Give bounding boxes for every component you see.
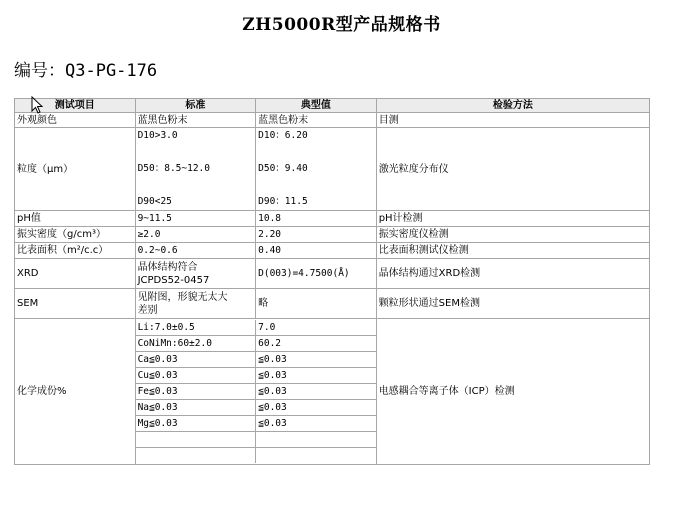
cell-typical: 略 <box>256 289 377 319</box>
chem-standard-cell: Mg≦0.03 <box>136 416 256 432</box>
standard-d50: D50：8.5~12.0 <box>137 163 210 174</box>
chem-row <box>136 320 376 336</box>
cell-method: 颗粒形状通过SEM检测 <box>376 289 649 319</box>
cell-item: 外观颜色 <box>15 113 136 128</box>
table-row-xrd <box>15 259 650 289</box>
table-header-row <box>15 99 650 113</box>
document-number-label: 编号： <box>14 61 65 81</box>
chem-row <box>136 448 376 464</box>
table-row-sem <box>15 289 650 319</box>
chem-values-table <box>136 320 376 463</box>
cell-standard: 0.2~0.6 <box>135 243 256 259</box>
chem-row <box>136 336 376 352</box>
chem-standard-cell: Li:7.0±0.5 <box>136 320 256 336</box>
table-row-tap-density <box>15 227 650 243</box>
document-number-value: Q3-PG-176 <box>65 61 158 81</box>
cell-typical: 10.8 <box>256 211 377 227</box>
standard-d90: D90<25 <box>137 196 172 207</box>
sem-standard-line-2: 差别 <box>137 304 158 316</box>
cell-method: 电感耦合等离子体（ICP）检测 <box>376 319 649 465</box>
mouse-pointer-icon <box>31 96 45 114</box>
chem-standard-cell: Fe≦0.03 <box>136 384 256 400</box>
header-method: 检验方法 <box>376 99 649 113</box>
xrd-standard-line-2: JCPDS52-0457 <box>137 274 210 286</box>
cell-method: 晶体结构通过XRD检测 <box>376 259 649 289</box>
cell-standard <box>135 289 256 319</box>
typical-d90: D90：11.5 <box>258 196 308 207</box>
cell-item: 化学成份% <box>15 319 136 465</box>
chem-row <box>136 400 376 416</box>
table-row-appearance <box>15 113 650 128</box>
table-row-surface-area <box>15 243 650 259</box>
cell-method: 比表面积测试仪检测 <box>376 243 649 259</box>
typical-d10: D10：6.20 <box>258 130 308 141</box>
table-row-particle-size <box>15 128 650 211</box>
cell-typical: 0.40 <box>256 243 377 259</box>
cell-typical: 2.20 <box>256 227 377 243</box>
cell-item: 比表面积（m²/c.c） <box>15 243 136 259</box>
cell-method: 目测 <box>376 113 649 128</box>
table-row-chemical-composition <box>15 319 650 465</box>
chem-typical-cell: ≦0.03 <box>256 400 376 416</box>
cell-item: XRD <box>15 259 136 289</box>
chem-typical-cell: ≦0.03 <box>256 368 376 384</box>
cell-method: 振实密度仪检测 <box>376 227 649 243</box>
cell-item: 振实密度（g/cm³） <box>15 227 136 243</box>
chem-standard-cell: Na≦0.03 <box>136 400 256 416</box>
header-test-item: 测试项目 <box>15 99 136 113</box>
header-typical: 典型值 <box>256 99 377 113</box>
chem-standard-cell: CoNiMn:60±2.0 <box>136 336 256 352</box>
cell-standard: 9~11.5 <box>135 211 256 227</box>
chem-row <box>136 432 376 448</box>
header-standard: 标准 <box>135 99 256 113</box>
chem-row <box>136 416 376 432</box>
xrd-standard-line-1: 晶体结构符合 <box>137 261 198 273</box>
chem-standard-cell <box>136 432 256 448</box>
cell-item: pH值 <box>15 211 136 227</box>
chem-typical-cell: ≦0.03 <box>256 384 376 400</box>
cell-item: SEM <box>15 289 136 319</box>
cell-standard: 蓝黑色粉末 <box>135 113 256 128</box>
table-row-ph <box>15 211 650 227</box>
standard-d10: D10>3.0 <box>137 130 178 141</box>
cell-standard: ≥2.0 <box>135 227 256 243</box>
chem-typical-cell <box>256 448 376 464</box>
cell-method: pH计检测 <box>376 211 649 227</box>
chem-row <box>136 368 376 384</box>
chem-typical-cell: 60.2 <box>256 336 376 352</box>
cell-typical: 蓝黑色粉末 <box>256 113 377 128</box>
chem-typical-cell: ≦0.03 <box>256 352 376 368</box>
sem-standard-line-1: 见附图，形貌无太大 <box>137 291 228 303</box>
typical-d50: D50：9.40 <box>258 163 308 174</box>
chem-typical-cell: ≦0.03 <box>256 416 376 432</box>
chem-standard-cell: Cu≦0.03 <box>136 368 256 384</box>
chem-row <box>136 352 376 368</box>
chem-row <box>136 384 376 400</box>
cell-standard <box>135 259 256 289</box>
spec-table <box>14 98 650 465</box>
chem-typical-cell <box>256 432 376 448</box>
cell-standard <box>135 128 256 211</box>
cell-item: 粒度（μm） <box>15 128 136 211</box>
chem-typical-cell: 7.0 <box>256 320 376 336</box>
chem-standard-cell <box>136 448 256 464</box>
cell-typical: D(003)=4.7500(Å) <box>256 259 377 289</box>
chem-values-cell <box>135 319 376 465</box>
cell-typical <box>256 128 377 211</box>
cell-method: 激光粒度分布仪 <box>376 128 649 211</box>
document-title: ZH5000R型产品规格书 <box>242 15 441 35</box>
chem-standard-cell: Ca≦0.03 <box>136 352 256 368</box>
document-number <box>14 56 157 81</box>
